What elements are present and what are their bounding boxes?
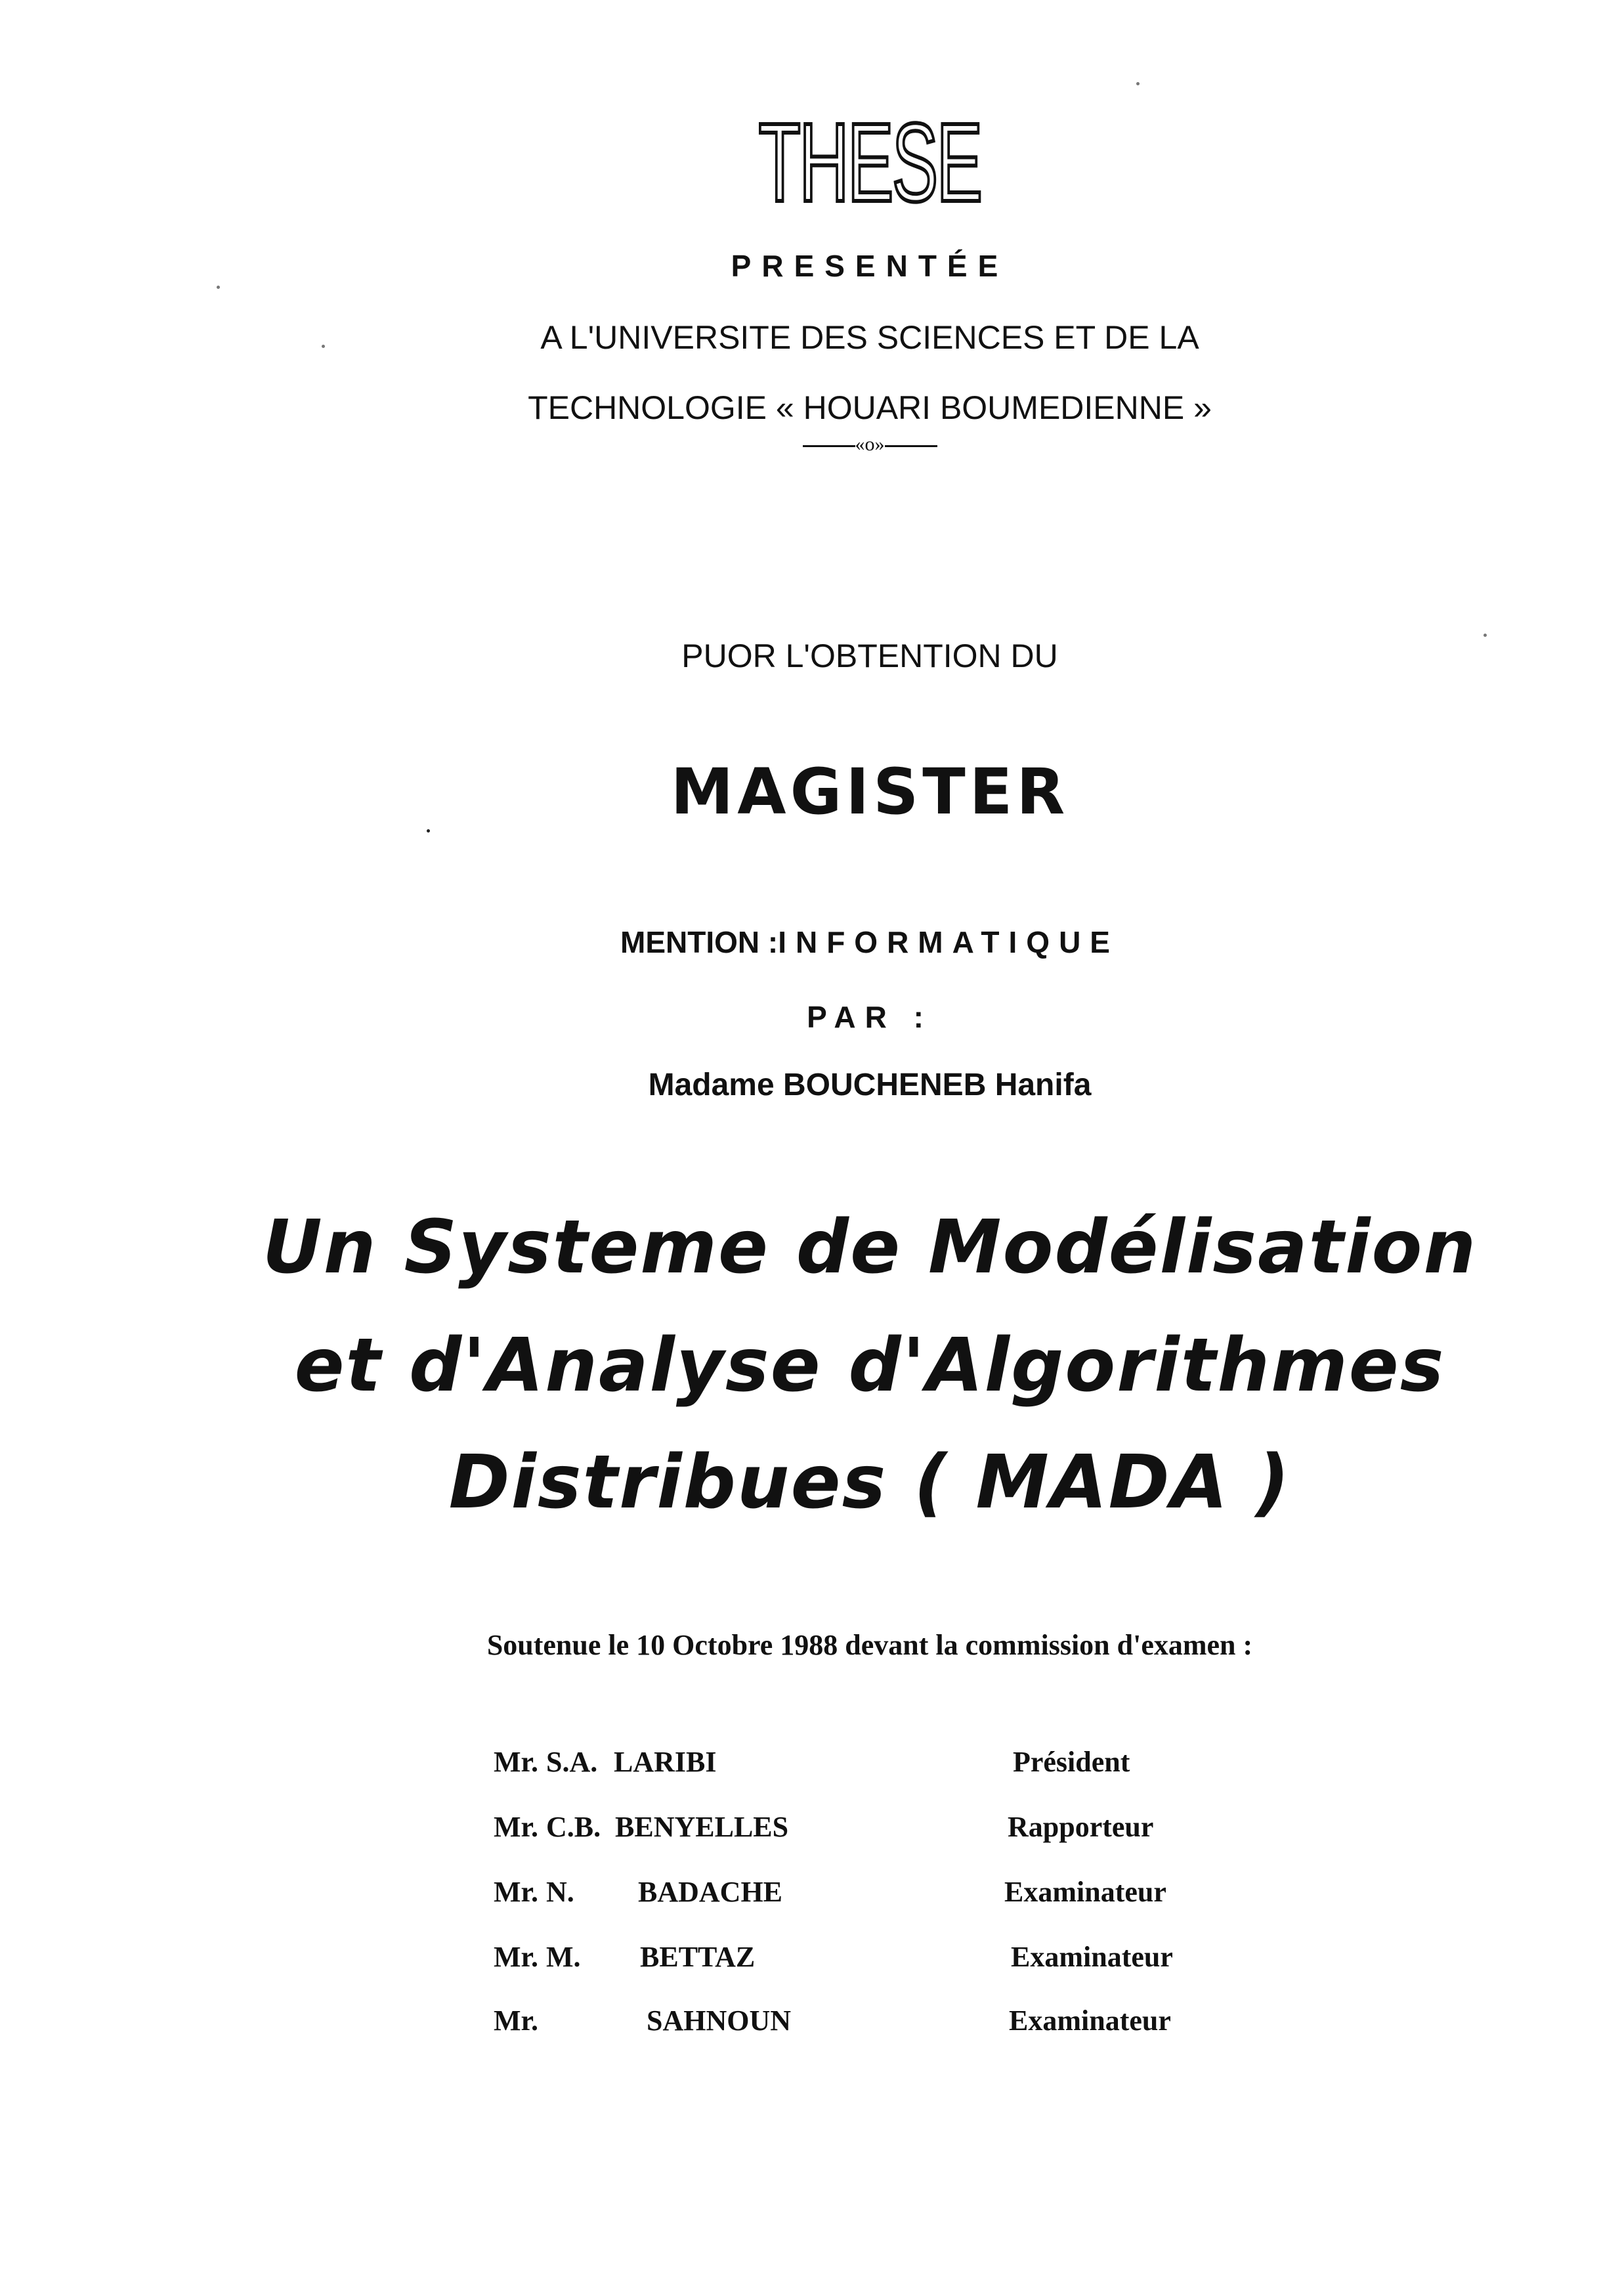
mention-label: MENTION : xyxy=(620,925,779,959)
jury-title: Mr. xyxy=(494,2004,539,2037)
defense-statement: Soutenue le 10 Octobre 1988 devant la commission d'examen : xyxy=(486,1629,1253,1661)
mention-value: INFORMATIQUE xyxy=(778,925,1119,959)
ornamental-divider xyxy=(0,433,1622,456)
jury-title: Mr. xyxy=(494,1876,539,1908)
scan-speck xyxy=(1483,634,1487,637)
scan-speck xyxy=(1136,82,1140,85)
by-label: PAR : xyxy=(807,1000,933,1034)
jury-surname: BADACHE xyxy=(638,1876,783,1908)
divider-ornament: «o» xyxy=(855,433,885,455)
jury-role: Examinateur xyxy=(1009,2004,1171,2037)
jury-initials: C.B. xyxy=(546,1811,601,1843)
mention xyxy=(0,924,1622,960)
jury-title: Mr. xyxy=(494,1941,539,1973)
university-line-1: A L'UNIVERSITE DES SCIENCES ET DE LA xyxy=(540,319,1199,356)
presented-label: PRESENTÉE xyxy=(731,249,1009,283)
jury-initials: M. xyxy=(546,1941,581,1973)
scan-speck xyxy=(322,345,325,348)
jury-title: Mr. xyxy=(494,1746,539,1778)
jury-surname: SAHNOUN xyxy=(647,2004,792,2037)
jury-surname: LARIBI xyxy=(614,1746,717,1778)
scan-speck xyxy=(217,286,220,289)
university-line-2: TECHNOLOGIE « HOUARI BOUMEDIENNE » xyxy=(528,389,1212,426)
thesis-title-line-3: Distribues ( MADA ) xyxy=(448,1440,1291,1525)
jury-initials: N. xyxy=(546,1876,574,1908)
author-name: Madame BOUCHENEB Hanifa xyxy=(648,1068,1092,1102)
jury-surname: BETTAZ xyxy=(640,1941,756,1973)
thesis-title-line-1: Un Systeme de Modélisation xyxy=(262,1205,1478,1290)
degree-name: MAGISTER xyxy=(670,755,1069,829)
jury-initials: S.A. xyxy=(546,1746,598,1778)
jury-role: Examinateur xyxy=(1004,1876,1166,1908)
jury-surname: BENYELLES xyxy=(615,1811,789,1843)
degree-intro: PUOR L'OBTENTION DU xyxy=(681,638,1058,674)
jury-title: Mr. xyxy=(494,1811,539,1843)
thesis-heading: THESE xyxy=(758,100,981,225)
scan-speck xyxy=(427,829,430,833)
jury-role: Président xyxy=(1013,1746,1130,1778)
thesis-title-line-2: et d'Analyse d'Algorithmes xyxy=(294,1323,1445,1408)
jury-role: Examinateur xyxy=(1011,1941,1173,1973)
jury-role: Rapporteur xyxy=(1008,1811,1154,1843)
